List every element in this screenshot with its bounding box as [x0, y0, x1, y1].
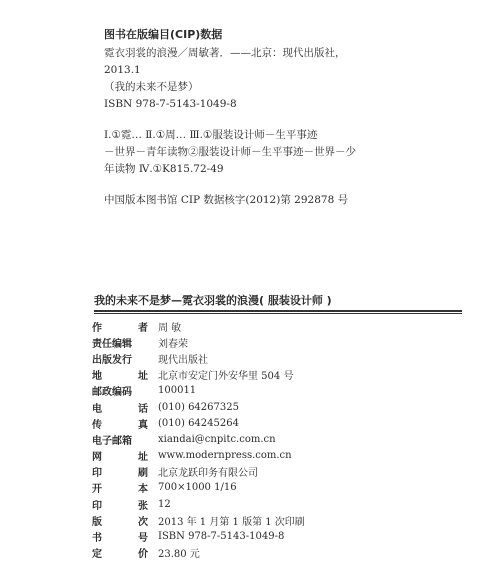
info-value: 现代出版社	[158, 354, 208, 366]
info-row	[92, 496, 462, 512]
cip-classification-1: Ⅰ.①霓… Ⅱ.①周… Ⅲ.①服装设计师－生平事迹	[104, 129, 318, 141]
info-row	[92, 399, 462, 415]
info-label-part: 网	[92, 452, 102, 464]
info-value: 12	[158, 498, 171, 510]
info-label	[92, 448, 148, 463]
info-label-part: 刷	[138, 468, 148, 480]
info-label	[92, 335, 148, 350]
info-label-part: 开	[92, 484, 102, 496]
info-row	[92, 448, 462, 464]
info-label	[92, 351, 148, 366]
info-label	[92, 545, 148, 560]
info-label-part: 价	[138, 549, 148, 561]
info-label	[92, 416, 148, 431]
publication-info	[92, 318, 462, 561]
info-label-part: 号	[138, 533, 148, 545]
info-label	[92, 319, 148, 334]
info-value: xiandai@cnpitc.com.cn	[158, 433, 276, 445]
info-label-part: 传	[92, 419, 102, 431]
info-label-part: 电子邮箱	[92, 435, 132, 447]
info-row	[92, 545, 462, 561]
info-label-part: 张	[138, 500, 148, 512]
info-label-part: 址	[138, 371, 148, 383]
info-label	[92, 400, 148, 415]
info-label-part: 版	[92, 516, 102, 528]
info-value: 刘春荣	[158, 338, 188, 350]
cip-line-series: （我的未来不是梦）	[104, 81, 199, 93]
info-label-part: 定	[92, 549, 102, 561]
info-label-part: 责任编辑	[92, 338, 132, 350]
cip-line-year: 2013.1	[104, 64, 141, 76]
info-row	[92, 350, 462, 366]
info-row	[92, 480, 462, 496]
cip-line-title: 霓衣羽裳的浪漫／周敏著．——北京：现代出版社，	[104, 47, 346, 59]
cip-classification-2: －世界－青年读物②服装设计师－生平事迹－世界－少	[104, 146, 356, 158]
info-label	[92, 497, 148, 512]
info-value: 2013 年 1 月第 1 版第 1 次印刷	[158, 516, 305, 528]
info-label-part: 本	[138, 484, 148, 496]
info-row	[92, 318, 462, 334]
info-label-part: 作	[92, 322, 102, 334]
book-title: 我的未来不是梦—霓衣羽裳的浪漫( 服装设计师 )	[94, 294, 332, 307]
info-row	[92, 431, 462, 447]
info-label-part: 书	[92, 533, 102, 545]
cip-heading: 图书在版编目(CIP)数据	[104, 28, 223, 41]
info-label	[92, 383, 148, 398]
info-value: 北京龙跃印务有限公司	[158, 468, 258, 480]
info-row	[92, 383, 462, 399]
info-label-part: 话	[138, 403, 148, 415]
info-label	[92, 432, 148, 447]
cip-block	[104, 26, 464, 209]
info-value: ISBN 978-7-5143-1049-8	[158, 531, 285, 543]
info-value: 100011	[158, 385, 197, 397]
info-label	[92, 513, 148, 528]
info-label-part: 次	[138, 516, 148, 528]
title-rule-thick	[94, 310, 462, 312]
info-value: 北京市安定门外安华里 504 号	[158, 371, 294, 383]
info-label	[92, 367, 148, 382]
info-label-part: 址	[138, 452, 148, 464]
info-label-part: 邮政编码	[92, 387, 132, 399]
info-value: (010) 64267325	[158, 401, 239, 413]
cip-number: 中国版本图书馆 CIP 数据核字(2012)第 292878 号	[104, 194, 349, 206]
title-rule-thin	[94, 313, 462, 314]
info-label-part: 出版发行	[92, 354, 132, 366]
info-label-part: 印	[92, 468, 102, 480]
info-value: www.modernpress.com.cn	[158, 450, 292, 462]
info-label-part: 者	[138, 322, 148, 334]
info-label-part: 真	[138, 419, 148, 431]
info-label-part: 电	[92, 403, 102, 415]
info-value: 周 敏	[158, 322, 182, 334]
info-label	[92, 529, 148, 544]
info-value: 700×1000 1/16	[158, 482, 237, 494]
info-row	[92, 334, 462, 350]
cip-classification-3: 年读物 Ⅳ.①K815.72-49	[104, 163, 224, 175]
info-row	[92, 367, 462, 383]
info-row	[92, 528, 462, 544]
info-label	[92, 480, 148, 495]
info-value: 23.80 元	[158, 549, 200, 561]
info-label-part: 地	[92, 371, 102, 383]
info-value: (010) 64245264	[158, 417, 239, 429]
cip-line-isbn: ISBN 978-7-5143-1049-8	[104, 98, 237, 110]
info-row	[92, 512, 462, 528]
info-label-part: 印	[92, 500, 102, 512]
info-row	[92, 415, 462, 431]
info-label	[92, 464, 148, 479]
info-row	[92, 464, 462, 480]
